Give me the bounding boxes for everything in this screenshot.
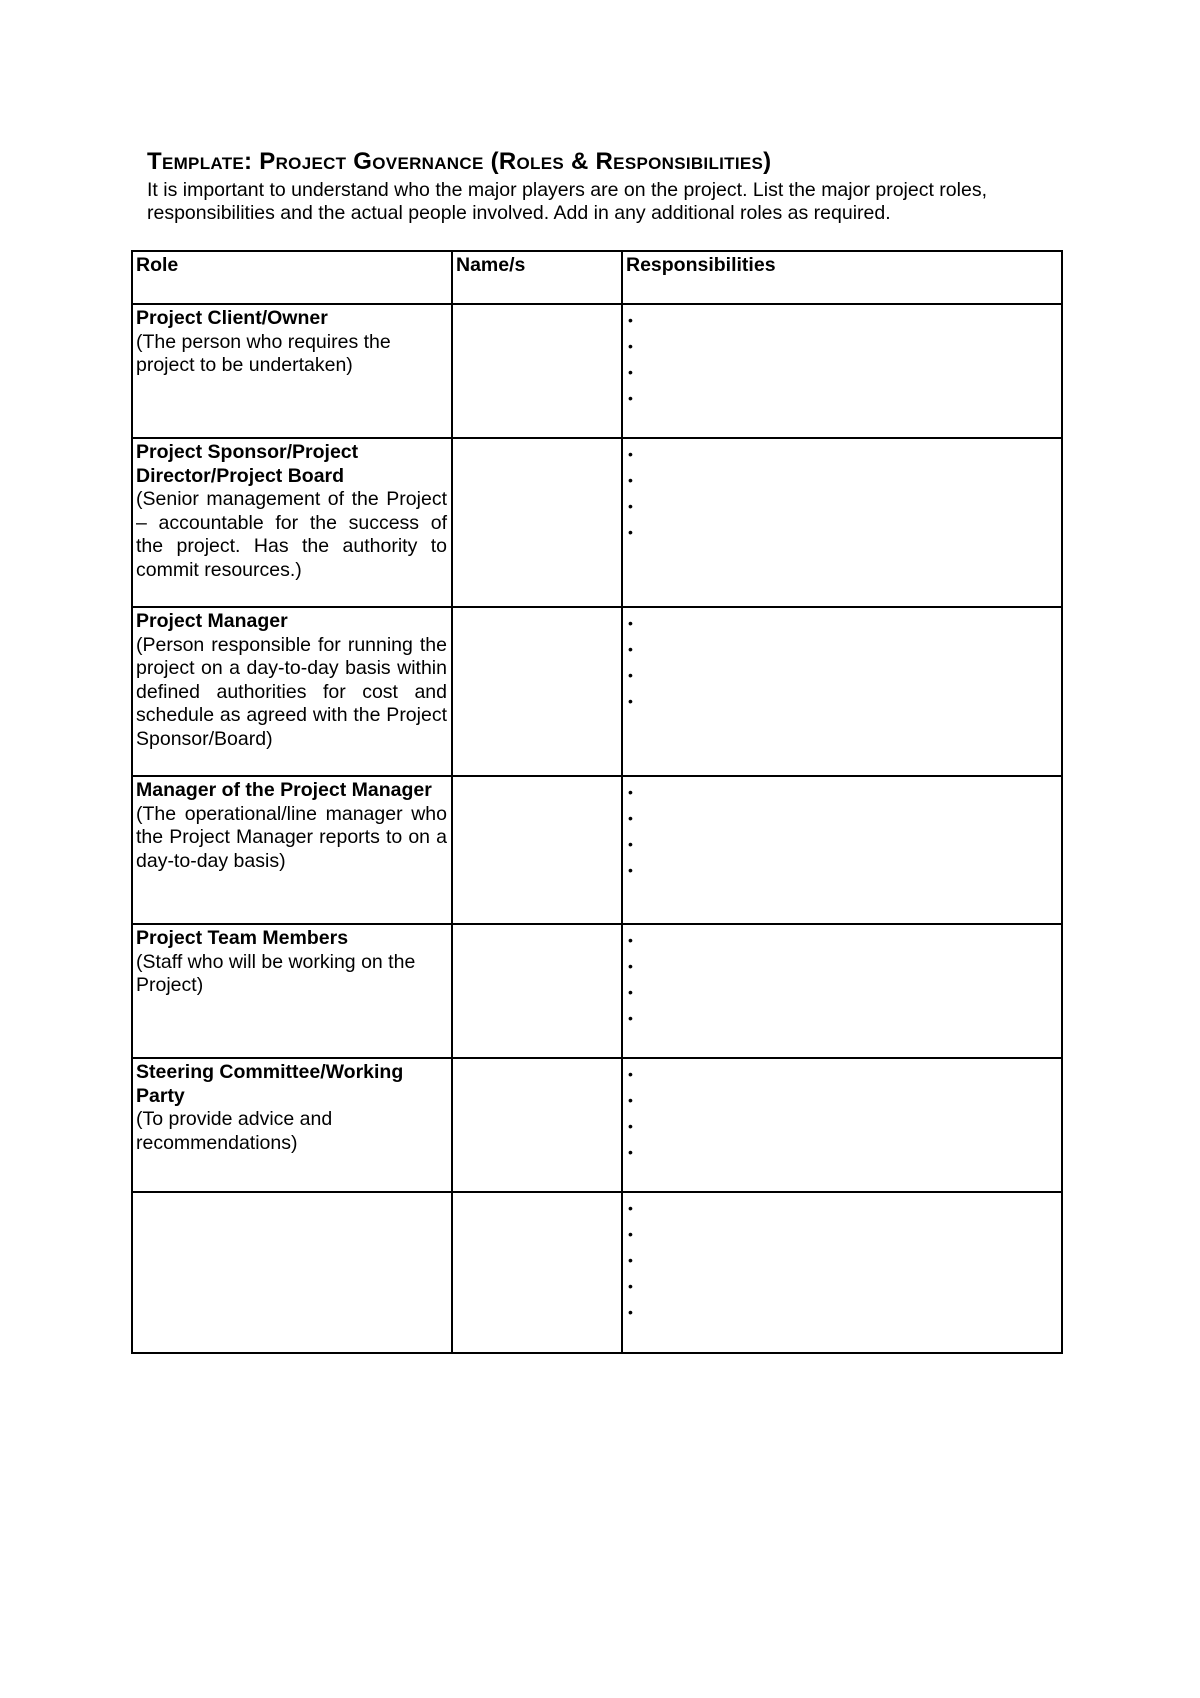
responsibilities-cell[interactable] (622, 1058, 1062, 1192)
role-cell (132, 1058, 452, 1192)
bullet-item (626, 688, 1057, 714)
table-row (132, 1058, 1062, 1192)
names-cell[interactable] (452, 1058, 622, 1192)
bullet-item (626, 493, 1057, 519)
bullet-list (626, 610, 1057, 714)
bullet-list (626, 1061, 1057, 1165)
role-description: (The operational/line manager who the Project Manager reports to on a day-to-day basis) (136, 802, 447, 872)
table-row (132, 1192, 1062, 1353)
bullet-item (626, 1247, 1057, 1273)
role-title: Steering Committee/Working Party (136, 1061, 404, 1107)
bullet-list (626, 1195, 1057, 1325)
bullet-item (626, 467, 1057, 493)
role-title: Project Manager (136, 610, 288, 632)
bullet-list (626, 307, 1057, 411)
bullet-list (626, 441, 1057, 545)
table-header-row (132, 251, 1062, 304)
role-cell (132, 776, 452, 924)
table-row (132, 438, 1062, 607)
names-cell[interactable] (452, 438, 622, 607)
responsibilities-cell[interactable] (622, 438, 1062, 607)
bullet-item (626, 927, 1057, 953)
bullet-item (626, 1061, 1057, 1087)
bullet-item (626, 1273, 1057, 1299)
role-description: (To provide advice and recommendations) (136, 1108, 333, 1154)
bullet-item (626, 636, 1057, 662)
table-body (132, 304, 1062, 1353)
names-cell[interactable] (452, 924, 622, 1058)
role-title: Project Sponsor/Project Director/Project Board (136, 441, 359, 487)
bullet-item (626, 610, 1057, 636)
bullet-item (626, 779, 1057, 805)
bullet-item (626, 1195, 1057, 1221)
role-cell[interactable] (132, 1192, 452, 1353)
names-cell[interactable] (452, 304, 622, 438)
bullet-item (626, 662, 1057, 688)
bullet-item (626, 1299, 1057, 1325)
role-description: (The person who requires the project to be undertaken) (136, 330, 391, 376)
bullet-item (626, 333, 1057, 359)
names-cell[interactable] (452, 776, 622, 924)
bullet-item (626, 519, 1057, 545)
responsibilities-cell[interactable] (622, 1192, 1062, 1353)
table-row (132, 924, 1062, 1058)
governance-table (131, 250, 1063, 1354)
role-cell (132, 438, 452, 607)
bullet-item (626, 385, 1057, 411)
header-responsibilities: Responsibilities (622, 251, 1062, 304)
role-title: Project Client/Owner (136, 307, 328, 329)
table-row (132, 607, 1062, 776)
bullet-item (626, 1221, 1057, 1247)
names-cell[interactable] (452, 1192, 622, 1353)
bullet-item (626, 441, 1057, 467)
role-cell (132, 924, 452, 1058)
table-row (132, 304, 1062, 438)
bullet-item (626, 1087, 1057, 1113)
header-names: Name/s (452, 251, 622, 304)
role-title: Project Team Members (136, 927, 349, 949)
bullet-item (626, 1139, 1057, 1165)
role-title: Manager of the Project Manager (136, 779, 432, 801)
bullet-item (626, 857, 1057, 883)
names-cell[interactable] (452, 607, 622, 776)
intro-paragraph: It is important to understand who the major players are on the project. List the major project roles, responsibilities and the actual people involved. Add in any additional roles as required. (147, 179, 987, 224)
table-row (132, 776, 1062, 924)
role-cell (132, 304, 452, 438)
bullet-item (626, 805, 1057, 831)
header-role: Role (132, 251, 452, 304)
bullet-list (626, 779, 1057, 883)
responsibilities-cell[interactable] (622, 304, 1062, 438)
responsibilities-cell[interactable] (622, 776, 1062, 924)
page-title: Template: Project Governance (Roles & Responsibilities) (147, 148, 772, 175)
bullet-item (626, 1113, 1057, 1139)
bullet-item (626, 359, 1057, 385)
bullet-item (626, 307, 1057, 333)
responsibilities-cell[interactable] (622, 924, 1062, 1058)
bullet-item (626, 1005, 1057, 1031)
bullet-item (626, 979, 1057, 1005)
bullet-list (626, 927, 1057, 1031)
bullet-item (626, 953, 1057, 979)
role-description: (Senior management of the Project – accountable for the success of the project. Has the authority to commit resources.) (136, 488, 447, 581)
bullet-item (626, 831, 1057, 857)
role-description: (Person responsible for running the project on a day-to-day basis within defined authorities for cost and schedule as agreed with the Project Sponsor/Board) (136, 633, 447, 750)
role-cell (132, 607, 452, 776)
responsibilities-cell[interactable] (622, 607, 1062, 776)
role-description: (Staff who will be working on the Project) (136, 950, 416, 996)
